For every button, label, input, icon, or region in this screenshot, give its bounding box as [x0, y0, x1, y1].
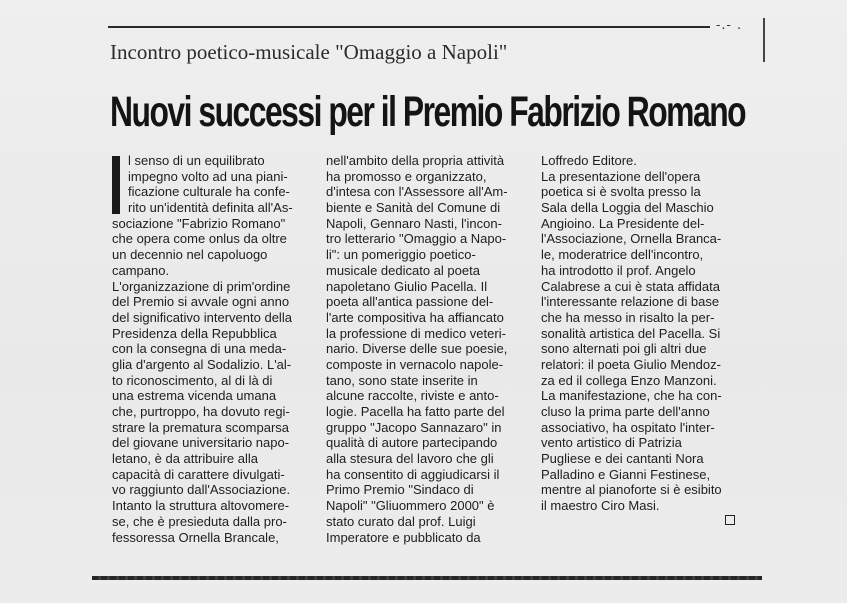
article-headline: Nuovi successi per il Premio Fabrizio Romano — [110, 88, 746, 136]
text-line: li": un pomeriggio poetico- — [326, 247, 476, 263]
text-line: mentre al pianoforte si è esibito — [541, 482, 722, 498]
edge-mark — [763, 18, 765, 62]
text-line: tro letterario "Omaggio a Napo- — [326, 231, 507, 247]
text-line: campano. — [112, 262, 170, 278]
text-line: to riconoscimento, al di là di — [112, 372, 273, 388]
article-column-1 — [112, 153, 308, 545]
text-line: cluso la prima parte dell'anno — [541, 404, 710, 419]
text-line: glia d'argento al Sodalizio. L'al- — [112, 356, 292, 372]
text-line: vo raggiunto dall'Associazione. — [112, 482, 291, 498]
top-rule — [108, 26, 710, 28]
text-line: sonalità artistica del Pacella. Si — [541, 325, 721, 341]
text-line: se, che è presieduta dalla pro- — [112, 513, 287, 529]
text-line: fessoressa Ornella Brancale, — [112, 529, 279, 545]
text-line: gruppo "Jacopo Sannazaro" in — [326, 419, 502, 435]
text-line: ha promosso e organizzato, — [326, 168, 487, 184]
text-line: napoletano Giulio Pacella. Il — [326, 278, 488, 294]
text-line: nario. Diverse delle sue poesie, — [326, 341, 508, 357]
text-line: alla stesura del lavoro che gli — [326, 451, 494, 467]
text-line: che ha messo in risalto la per- — [541, 309, 715, 325]
text-line: capacità di carattere divulgati- — [112, 466, 285, 482]
text-line: ha consentito di aggiudicarsi il — [326, 466, 500, 482]
text-line: logie. Pacella ha fatto parte del — [326, 404, 505, 419]
text-line: vento artistico di Patrizia — [541, 435, 682, 451]
text-line: associativo, ha ospitato l'inter- — [541, 419, 715, 435]
text-line: sono alternati poi gli altri due — [541, 341, 707, 357]
text-line: una estrema vicenda umana — [112, 388, 277, 404]
text-line: la professione di medico veteri- — [326, 325, 506, 341]
text-line: del giovane universitario napo- — [112, 435, 290, 451]
text-line: del Premio si avvale ogni anno — [112, 294, 290, 310]
text-line: letano, è da attribuire alla — [112, 451, 258, 467]
text-line: Loffredo Editore. — [541, 153, 637, 168]
text-line: Sala della Loggia del Maschio — [541, 200, 714, 216]
text-line: d'intesa con l'Assessore all'Am- — [326, 184, 508, 200]
text-line: sociazione "Fabrizio Romano" — [112, 215, 286, 231]
text-line: Imperatore e pubblicato da — [326, 529, 481, 545]
text-line: relatori: il poeta Giulio Mendoz- — [541, 356, 721, 372]
text-line: ficazione culturale ha confe- — [128, 184, 290, 200]
text-line: ha introdotto il prof. Angelo — [541, 262, 696, 278]
text-line: Intanto la struttura altovomere- — [112, 498, 290, 514]
text-line: il maestro Ciro Masi. — [541, 498, 660, 514]
text-line: Napoli, Gennaro Nasti, l'incon- — [326, 215, 502, 231]
text-line: l'interessante relazione di base — [541, 294, 720, 310]
text-line: impegno volto ad una piani- — [128, 168, 288, 184]
text-line: l'arte compositiva ha affiancato — [326, 309, 504, 325]
text-line: poetica si è svolta presso la — [541, 184, 701, 200]
text-line: del significativo intervento della — [112, 309, 292, 325]
text-line: Calabrese a cui è stata affidata — [541, 278, 720, 294]
text-line: che, purtroppo, ha dovuto regi- — [112, 404, 290, 419]
text-line: Pugliese e dei cantanti Nora — [541, 451, 704, 467]
text-line: con la consegna di una meda- — [112, 341, 287, 357]
bottom-rule — [92, 576, 762, 580]
article-column-3 — [541, 153, 741, 514]
text-line: musicale dedicato al poeta — [326, 262, 480, 278]
text-line: qualità di autore partecipando — [326, 435, 498, 451]
text-line: Palladino e Gianni Festinese, — [541, 466, 711, 482]
article-column-2 — [326, 153, 526, 545]
text-line: za ed il collega Enzo Manzoni. — [541, 372, 717, 388]
text-line: poeta all'antica passione del- — [326, 294, 494, 310]
text-line: La presentazione dell'opera — [541, 168, 701, 184]
text-line: Primo Premio "Sindaco di — [326, 482, 474, 498]
text-line: composte in vernacolo napole- — [326, 356, 504, 372]
text-line: Presidenza della Repubblica — [112, 325, 277, 341]
text-line: rito un'identità definita all'As- — [128, 200, 293, 216]
text-line: le, moderatrice dell'incontro, — [541, 247, 704, 263]
text-line: Angioino. La Presidente del- — [541, 215, 705, 231]
text-line: nell'ambito della propria attività — [326, 153, 505, 168]
end-of-article-mark — [725, 515, 735, 525]
text-line: La manifestazione, che ha con- — [541, 388, 722, 404]
text-line: l'Associazione, Ornella Branca- — [541, 231, 722, 247]
text-line: Napoli" "Gliuommero 2000" è — [326, 498, 495, 514]
text-line: l senso di un equilibrato — [128, 153, 265, 168]
text-line: L'organizzazione di prim'ordine — [112, 278, 291, 294]
text-line: un decennio nel capoluogo — [112, 247, 268, 263]
text-line: alcune raccolte, riviste e anto- — [326, 388, 499, 404]
folio-mark-text: -.- . — [716, 18, 743, 33]
text-line: stato curato dal prof. Luigi — [326, 513, 476, 529]
text-line: strare la prematura scomparsa — [112, 419, 290, 435]
text-line: tano, sono state inserite in — [326, 372, 478, 388]
text-line: biente e Sanità del Comune di — [326, 200, 501, 216]
article-kicker: Incontro poetico-musicale "Omaggio a Napoli" — [110, 40, 508, 64]
text-line: che opera come onlus da oltre — [112, 231, 287, 247]
